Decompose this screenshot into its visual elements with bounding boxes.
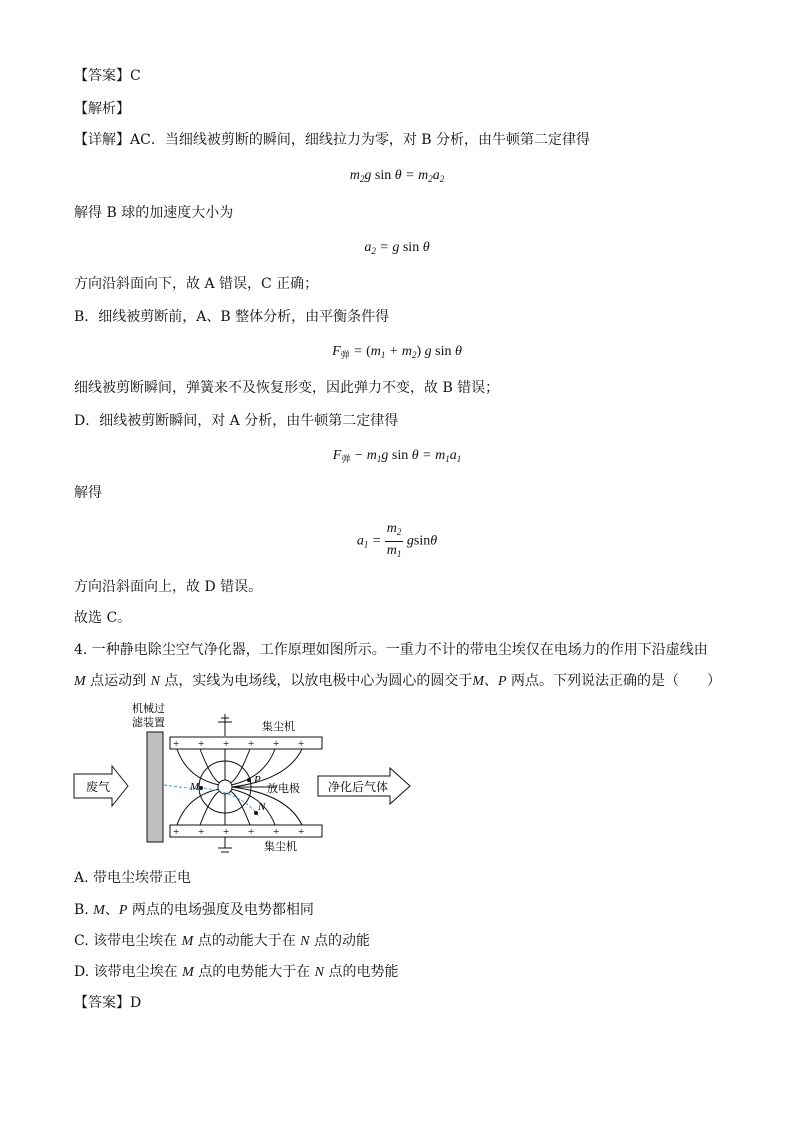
top-plus-2: +: [198, 738, 205, 750]
field-line-3: [177, 749, 219, 785]
option-b: [74, 900, 314, 921]
answer-value: C: [130, 68, 141, 84]
q4-text-h: 两点。下列说法正确的是（ ）: [506, 673, 722, 689]
point-p-dot: [247, 778, 251, 782]
option-c-var-m: M: [181, 934, 194, 949]
top-plus-3: +: [223, 738, 230, 750]
top-collector-label: 集尘机: [262, 721, 295, 733]
discharge-electrode: [218, 780, 232, 794]
option-b-var-m: M: [93, 903, 105, 918]
option-a: A. 带电尘埃带正电: [74, 870, 192, 886]
option-d-var-n: N: [314, 965, 324, 980]
option-c-mid: 点的动能大于在: [193, 933, 301, 949]
option-b-sep: 、: [104, 902, 119, 918]
option-c-var-n: N: [300, 934, 310, 949]
spring-subscript-2: 弹: [341, 454, 351, 464]
equation-1: $m_2g$ $\sin \theta = m_2a_2$: [349, 168, 445, 184]
direction-text-1: 方向沿斜面向下，故 A 错误，C 正确；: [74, 276, 319, 292]
solve-b-text: 解得 B 球的加速度大小为: [74, 205, 234, 221]
choose-text: 故选 C。: [74, 610, 132, 626]
field-line-4: [231, 749, 275, 785]
b-analysis-text: B．细线被剪断前，A、B 整体分析，由平衡条件得: [74, 309, 390, 325]
bottom-plus-2: +: [198, 826, 205, 838]
bottom-plus-4: +: [248, 826, 255, 838]
point-n-label: N: [258, 801, 266, 813]
option-c-prefix: C. 该带电尘埃在: [74, 933, 182, 949]
electrostatic-precipitator-diagram: [72, 700, 422, 858]
clean-gas-label: 净化后气体: [328, 780, 389, 794]
equation-5: $a_1$ = $\frac{m_2}{m_1}$ gsinθ: [356, 521, 438, 559]
q4-var-n: N: [150, 674, 160, 689]
equation-3: $F_弹 = (m_1 + m_2)$ g sin θ: [332, 344, 462, 360]
q4-var-m: M: [74, 674, 86, 689]
answer-line-2: [74, 993, 141, 1013]
analysis-label: 【解析】: [74, 101, 130, 117]
spring-text: 细线被剪断瞬间，弹簧来不及恢复形变，因此弹力不变，故 B 错误；: [74, 380, 500, 396]
q4-line-2: [74, 671, 721, 692]
option-b-var-p: P: [118, 903, 128, 918]
field-line-8: [177, 789, 219, 825]
direction-text-2: 方向沿斜面向上，故 D 错误。: [74, 579, 263, 595]
bottom-collector-label: 集尘机: [264, 841, 297, 853]
bottom-plus-5: +: [273, 826, 280, 838]
point-m-dot: [199, 786, 203, 790]
point-p-label: P: [254, 774, 261, 786]
filter-label-1: 机械过: [132, 703, 165, 715]
option-d: [74, 962, 398, 983]
top-plus-1: +: [173, 738, 180, 750]
q4-line-1: 4. 一种静电除尘空气净化器，工作原理如图所示。一重力不计的带电尘埃仅在电场力的作用下沿虚线由: [74, 642, 708, 658]
answer-label: 【答案】: [74, 68, 130, 84]
q4-var-m2: M: [472, 674, 485, 689]
spring-subscript-1: 弹: [340, 350, 350, 360]
option-c: [74, 931, 370, 952]
bottom-plus-3: +: [223, 826, 230, 838]
equation-2: $a_2 = g$ sin θ: [364, 240, 430, 256]
solve-text-2: 解得: [74, 485, 102, 501]
option-d-prefix: D. 该带电尘埃在: [74, 964, 183, 980]
q4-var-p: P: [498, 674, 507, 689]
detail-label: 【详解】: [74, 132, 130, 148]
option-c-text: 点的动能: [309, 933, 370, 949]
top-plus-6: +: [298, 738, 305, 750]
q4-text-f: 、: [484, 673, 499, 689]
top-plus-4: +: [248, 738, 255, 750]
q4-text-b: 点运动到: [85, 673, 151, 689]
bottom-plus-1: +: [173, 826, 180, 838]
answer-line-1: [74, 66, 141, 86]
option-b-text: 两点的电场强度及电势都相同: [127, 902, 314, 918]
electrode-label: 放电极: [267, 783, 300, 795]
option-d-var-m: M: [182, 965, 194, 980]
option-d-text: 点的电势能: [324, 964, 399, 980]
bottom-plus-6: +: [298, 826, 305, 838]
answer-value-2: D: [130, 995, 142, 1011]
point-m-label: M: [190, 781, 200, 793]
filter-label-2: 滤装置: [132, 717, 165, 729]
d-analysis-text: D．细线被剪断瞬间，对 A 分析，由牛顿第二定律得: [74, 413, 399, 429]
q4-text-d: 点，实线为电场线，以放电极中心为圆心的圆交于: [159, 673, 473, 689]
detail-ac-text: AC．当细线被剪断的瞬间，细线拉力为零，对 B 分析，由牛顿第二定律得: [130, 132, 591, 148]
option-d-mid: 点的电势能大于在: [193, 964, 315, 980]
filter-device: [147, 732, 163, 842]
detail-line: [74, 130, 590, 150]
equation-4: $F_弹 - m_1g$ $\sin \theta = m_1a_1$: [332, 448, 462, 464]
option-b-prefix: B.: [74, 902, 94, 918]
top-plus-5: +: [273, 738, 280, 750]
waste-gas-label: 废气: [86, 780, 111, 794]
answer-label-2: 【答案】: [74, 995, 130, 1011]
